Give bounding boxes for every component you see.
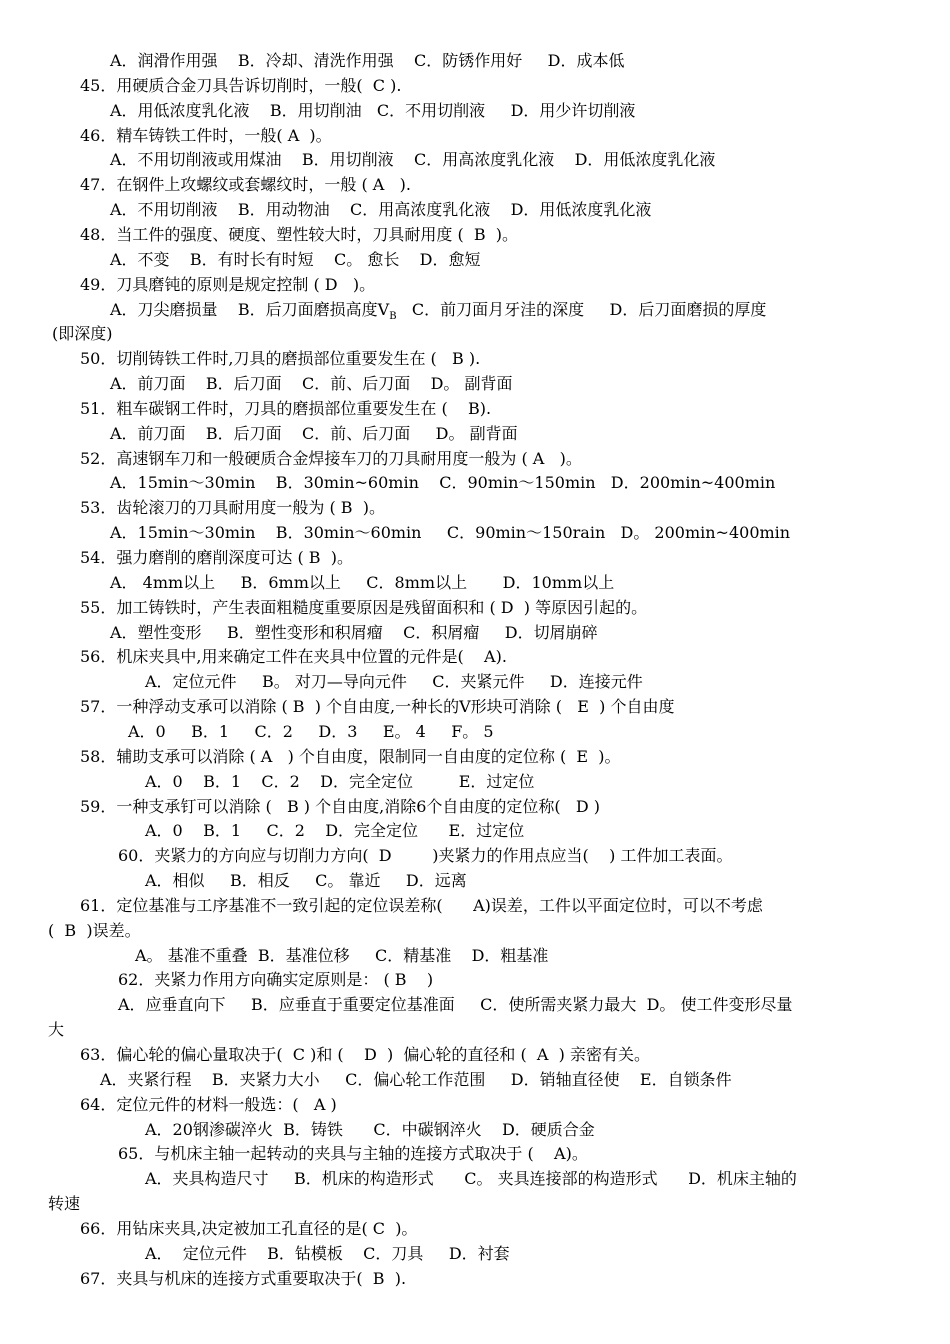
- line-text: 61．定位基准与工序基准不一致引起的定位误差称( A)误差，工件以平面定位时，可以不考虑: [80, 895, 763, 915]
- line-text: 63．偏心轮的偏心量取决于( C )和 ( D ) 偏心轮的直径和 ( A ) 亲密有关。: [80, 1045, 650, 1064]
- text-line: [80, 174, 411, 196]
- text-line: [135, 945, 548, 967]
- text-line: [110, 299, 766, 321]
- text-line: [110, 423, 518, 445]
- line-text: 47．在钢件上攻螺纹或套螺纹时，一般 ( A ).: [80, 175, 411, 195]
- line-text: 50．切削铸铁工件时,刀具的磨损部位重要发生在 ( B ).: [80, 349, 481, 369]
- line-text: 46．精车铸铁工件时，一般( A )。: [80, 125, 332, 145]
- line-text: A． 定位元件 B．钻模板 C．刀具 D．衬套: [145, 1243, 510, 1263]
- line-text: A．前刀面 B．后刀面 C．前、后刀面 D。 副背面: [110, 423, 518, 443]
- line-text: 48．当工件的强度、硬度、塑性较大时，刀具耐用度 ( B )。: [80, 224, 519, 244]
- text-line: [80, 796, 600, 818]
- text-line: [145, 1168, 797, 1190]
- text-line: [80, 547, 353, 569]
- text-line: [110, 373, 513, 395]
- line-text: A．塑性变形 B．塑性变形和积屑瘤 C．积屑瘤 D．切屑崩碎: [110, 622, 598, 642]
- line-text: A．0 B．1 C．2 D．3 E。 4 F。 5: [128, 721, 494, 741]
- text-line: [118, 845, 732, 867]
- line-text: 64．定位元件的材料一般选：( A ): [80, 1094, 337, 1114]
- line-text: 56．机床夹具中,用来确定工件在夹具中位置的元件是( A).: [80, 647, 507, 667]
- text-line: [145, 1119, 595, 1141]
- line-text: 58．辅助支承可以消除 ( A ) 个自由度，限制同一自由度的定位称 ( E )。: [80, 746, 621, 766]
- line-text: 54．强力磨削的磨削深度可达 ( B )。: [80, 548, 353, 567]
- text-line: [110, 472, 775, 494]
- line-text-continued: C．前刀面月牙洼的深度 D．后刀面磨损的厚度: [396, 299, 767, 319]
- line-text: 49．刀具磨钝的原则是规定控制 ( D )。: [80, 274, 376, 294]
- line-text: 65．与机床主轴一起转动的夹具与主轴的连接方式取决于 ( A)。: [118, 1144, 588, 1164]
- line-text: 大: [48, 1020, 65, 1040]
- text-line: [80, 224, 518, 246]
- text-line: [52, 323, 113, 345]
- text-line: [80, 646, 507, 668]
- text-line: [80, 1218, 417, 1240]
- text-line: [110, 199, 651, 221]
- text-line: [80, 497, 385, 519]
- text-line: [110, 249, 481, 271]
- line-text: 51．粗车碳钢工件时，刀具的磨损部位重要发生在 ( B).: [80, 398, 492, 418]
- text-line: [80, 1268, 406, 1290]
- text-line: [48, 1019, 64, 1041]
- text-line: [118, 969, 433, 991]
- text-line: [110, 522, 790, 544]
- text-line: [80, 696, 674, 718]
- line-text: 转速: [48, 1194, 81, 1214]
- text-line: [48, 920, 141, 942]
- line-text: 59．一种支承钉可以消除 ( B ) 个自由度,消除6个自由度的定位称( D ): [80, 796, 601, 816]
- text-line: [80, 746, 621, 768]
- text-line: [110, 622, 598, 644]
- text-line: [145, 820, 524, 842]
- text-line: [118, 1143, 588, 1165]
- line-text: A．夹具构造尺寸 B．机床的构造形式 C。 夹具连接部的构造形式 D．机床主轴的: [145, 1169, 797, 1189]
- text-line: [80, 895, 763, 917]
- text-line: [128, 721, 494, 743]
- line-text: A．不用切削液或用煤油 B．用切削液 C．用高浓度乳化液 D．用低浓度乳化液: [110, 150, 716, 170]
- line-text: 60．夹紧力的方向应与切削力方向( D )夹紧力的作用点应当( ) 工件加工表面。: [118, 846, 733, 866]
- line-text: A．应垂直向下 B．应垂直于重要定位基准面 C．使所需夹紧力最大 D。 使工件变形尽量: [118, 995, 793, 1015]
- line-text: 52．高速钢车刀和一般硬质合金焊接车刀的刀具耐用度一般为 ( A )。: [80, 448, 582, 468]
- text-line: [110, 149, 715, 171]
- text-line: [80, 1094, 337, 1116]
- line-text: A．用低浓度乳化液 B．用切削油 C．不用切削液 D．用少许切削液: [110, 100, 636, 120]
- line-text: A．不用切削液 B．用动物油 C．用高浓度乳化液 D．用低浓度乳化液: [110, 200, 652, 220]
- text-line: [80, 348, 480, 370]
- line-text: A．15min～30min B．30min~60min C．90min～150min D．200min~400min: [110, 473, 776, 493]
- line-text: A．前刀面 B．后刀面 C．前、后刀面 D。 副背面: [110, 374, 513, 394]
- line-text: A． 4mm以上 B．6mm以上 C．8mm以上 D．10mm以上: [110, 572, 615, 592]
- text-line: [145, 771, 534, 793]
- text-line: [145, 1243, 510, 1265]
- line-text: A．相似 B．相反 C。 靠近 D．远离: [145, 871, 467, 891]
- text-line: [100, 1069, 732, 1091]
- line-text: (即深度): [52, 324, 113, 344]
- line-text: 66．用钻床夹具,决定被加工孔直径的是( C )。: [80, 1218, 418, 1238]
- line-text: 62．夹紧力作用方向确实定原则是： ( B ): [118, 970, 434, 990]
- text-line: [110, 100, 635, 122]
- text-line: [110, 50, 625, 72]
- line-text: A．润滑作用强 B．冷却、清洗作用强 C．防锈作用好 D．成本低: [110, 51, 625, 70]
- text-line: [80, 597, 647, 619]
- text-line: [118, 994, 793, 1016]
- line-text: A．夹紧行程 B．夹紧力大小 C．偏心轮工作范围 D．销轴直径使 E．自锁条件: [100, 1069, 732, 1089]
- line-text: ( B )误差。: [48, 920, 141, 940]
- line-text: A．定位元件 B。 对刀—导向元件 C．夹紧元件 D．连接元件: [145, 672, 643, 692]
- text-line: [145, 870, 467, 892]
- line-text: A。 基准不重叠 B．基准位移 C．精基准 D．粗基准: [135, 945, 549, 965]
- text-line: [145, 671, 643, 693]
- text-line: [48, 1193, 80, 1215]
- text-line: [80, 448, 582, 470]
- subscript: B: [389, 310, 397, 322]
- line-text: 53．齿轮滚刀的刀具耐用度一般为 ( B )。: [80, 498, 385, 518]
- text-line: [80, 274, 375, 296]
- line-text: A．20钢渗碳淬火 B．铸铁 C．中碳钢淬火 D．硬质合金: [145, 1119, 595, 1139]
- line-text: 57．一种浮动支承可以消除 ( B ) 个自由度,一种长的V形块可消除 ( E ) 个自由度: [80, 697, 675, 717]
- text-line: [80, 125, 332, 147]
- line-text: A．15min～30min B．30min～60min C．90min～150rain D。 200min~400min: [110, 523, 791, 543]
- line-text: A．不变 B．有时长有时短 C。 愈长 D．愈短: [110, 249, 481, 269]
- line-text: 67．夹具与机床的连接方式重要取决于( B ).: [80, 1268, 407, 1288]
- line-text: 55．加工铸铁时，产生表面粗糙度重要原因是残留面积和 ( D ) 等原因引起的。: [80, 597, 648, 617]
- line-text: A．0 B．1 C．2 D．完全定位 E．过定位: [145, 821, 525, 841]
- text-line: [80, 75, 401, 97]
- line-text: A．0 B．1 C．2 D．完全定位 E．过定位: [145, 771, 535, 791]
- line-text: A．刀尖磨损量 B．后刀面磨损高度V: [110, 299, 390, 319]
- text-line: [80, 1044, 650, 1066]
- line-text: 45．用硬质合金刀具告诉切削时，一般( C ).: [80, 75, 402, 95]
- text-line: [110, 572, 614, 594]
- text-line: [80, 398, 491, 420]
